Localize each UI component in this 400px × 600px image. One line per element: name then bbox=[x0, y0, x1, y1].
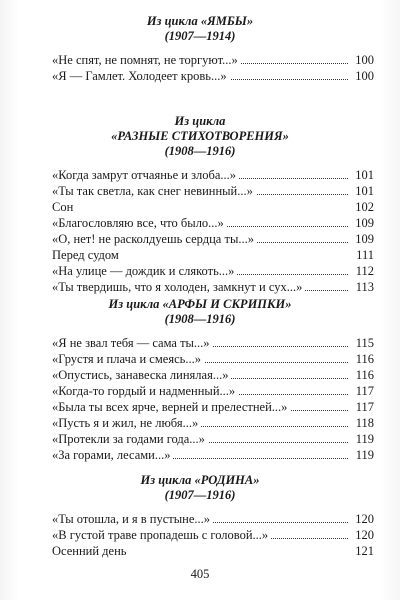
entry-title: Перед судом bbox=[52, 247, 122, 263]
toc-entry bbox=[52, 215, 374, 231]
cycle-title: Из цикла «АРФЫ И СКРИПКИ» bbox=[108, 297, 292, 311]
entry-title: «Когда-то гордый и надменный...» bbox=[52, 383, 238, 399]
toc-entry bbox=[52, 511, 374, 527]
toc-entry bbox=[52, 527, 374, 543]
toc-entry bbox=[52, 351, 374, 367]
cycle-heading bbox=[0, 297, 400, 327]
toc-entry bbox=[52, 383, 374, 399]
entry-page: 120 bbox=[350, 527, 374, 543]
toc-entry bbox=[52, 231, 374, 247]
entry-title: «Когда замрут отчаянье и злоба...» bbox=[52, 167, 239, 183]
entry-title: «Ты отошла, и я в пустыне...» bbox=[52, 511, 213, 527]
toc-entry bbox=[52, 167, 374, 183]
toc-entry bbox=[52, 199, 374, 215]
toc-entry bbox=[52, 263, 374, 279]
entry-title: «Была ты всех ярче, верней и прелестней...» bbox=[52, 399, 290, 415]
entry-page: 100 bbox=[350, 52, 374, 68]
toc-entry bbox=[52, 335, 374, 351]
toc-entry bbox=[52, 543, 374, 559]
entry-title: «Опустись, занавеска линялая...» bbox=[52, 367, 231, 383]
toc-entry bbox=[52, 447, 374, 463]
cycle-rodina bbox=[0, 473, 400, 559]
entry-page: 111 bbox=[350, 247, 374, 263]
toc-entry bbox=[52, 367, 374, 383]
entry-title: «Пусть я и жил, не любя...» bbox=[52, 415, 201, 431]
cycle-years: (1908—1916) bbox=[164, 144, 236, 158]
entry-page: 120 bbox=[350, 511, 374, 527]
cycle-title: Из цикла «РОДИНА» bbox=[140, 473, 260, 487]
entry-page: 116 bbox=[350, 367, 374, 383]
entry-page: 109 bbox=[350, 215, 374, 231]
toc-entry bbox=[52, 247, 374, 263]
entry-title: «Грустя и плача и смеясь...» bbox=[52, 351, 204, 367]
entry-title: «Благословляю все, что было...» bbox=[52, 215, 227, 231]
entry-page: 100 bbox=[350, 68, 374, 84]
entry-title: «Я — Гамлет. Холодеет кровь...» bbox=[52, 68, 230, 84]
toc-entry bbox=[52, 68, 374, 84]
entry-title: «Протекли за годами года...» bbox=[52, 431, 208, 447]
entry-page: 117 bbox=[350, 383, 374, 399]
cycle-arfy bbox=[0, 297, 400, 463]
page-number: 405 bbox=[190, 567, 210, 581]
entry-page: 117 bbox=[350, 399, 374, 415]
entry-page: 101 bbox=[350, 183, 374, 199]
cycle-years: (1908—1916) bbox=[164, 312, 236, 326]
toc-entry bbox=[52, 279, 374, 295]
toc-entry bbox=[52, 399, 374, 415]
entry-page: 119 bbox=[350, 431, 374, 447]
entry-page: 113 bbox=[350, 279, 374, 295]
cycle-years: (1907—1916) bbox=[164, 488, 236, 502]
entry-page: 119 bbox=[350, 447, 374, 463]
toc-entry bbox=[52, 431, 374, 447]
cycle-title: Из цикла bbox=[174, 114, 226, 128]
entry-title: «На улице — дождик и слякоть...» bbox=[52, 263, 237, 279]
entry-title: «Ты твердишь, что я холоден, замкнут и сух...» bbox=[52, 279, 305, 295]
cycle-years: (1907—1914) bbox=[164, 29, 236, 43]
cycle-subtitle: «РАЗНЫЕ СТИХОТВОРЕНИЯ» bbox=[111, 129, 289, 143]
entry-page: 101 bbox=[350, 167, 374, 183]
entry-title: «О, нет! не расколдуешь сердца ты...» bbox=[52, 231, 257, 247]
cycle-yamby bbox=[0, 14, 400, 84]
cycle-raznye bbox=[0, 114, 400, 295]
cycle-heading bbox=[0, 473, 400, 503]
entry-page: 112 bbox=[350, 263, 374, 279]
entry-title: «В густой траве пропадешь с головой...» bbox=[52, 527, 271, 543]
toc-entry bbox=[52, 183, 374, 199]
entry-title: Сон bbox=[52, 199, 76, 215]
entry-title: «За горами, лесами...» bbox=[52, 447, 173, 463]
entry-title: Осенний день bbox=[52, 543, 129, 559]
cycle-heading bbox=[0, 14, 400, 44]
toc-entry bbox=[52, 415, 374, 431]
entry-title: «Ты так светла, как снег невинный...» bbox=[52, 183, 256, 199]
entry-page: 109 bbox=[350, 231, 374, 247]
entry-page: 102 bbox=[350, 199, 374, 215]
cycle-heading bbox=[0, 114, 400, 159]
entry-page: 116 bbox=[350, 351, 374, 367]
entry-page: 121 bbox=[350, 543, 374, 559]
entry-title: «Не спят, не помнят, не торгуют...» bbox=[52, 52, 241, 68]
toc-entry bbox=[52, 52, 374, 68]
cycle-title: Из цикла «ЯМБЫ» bbox=[146, 14, 254, 28]
entry-page: 115 bbox=[350, 335, 374, 351]
entry-page: 118 bbox=[350, 415, 374, 431]
entry-title: «Я не звал тебя — сама ты...» bbox=[52, 335, 213, 351]
